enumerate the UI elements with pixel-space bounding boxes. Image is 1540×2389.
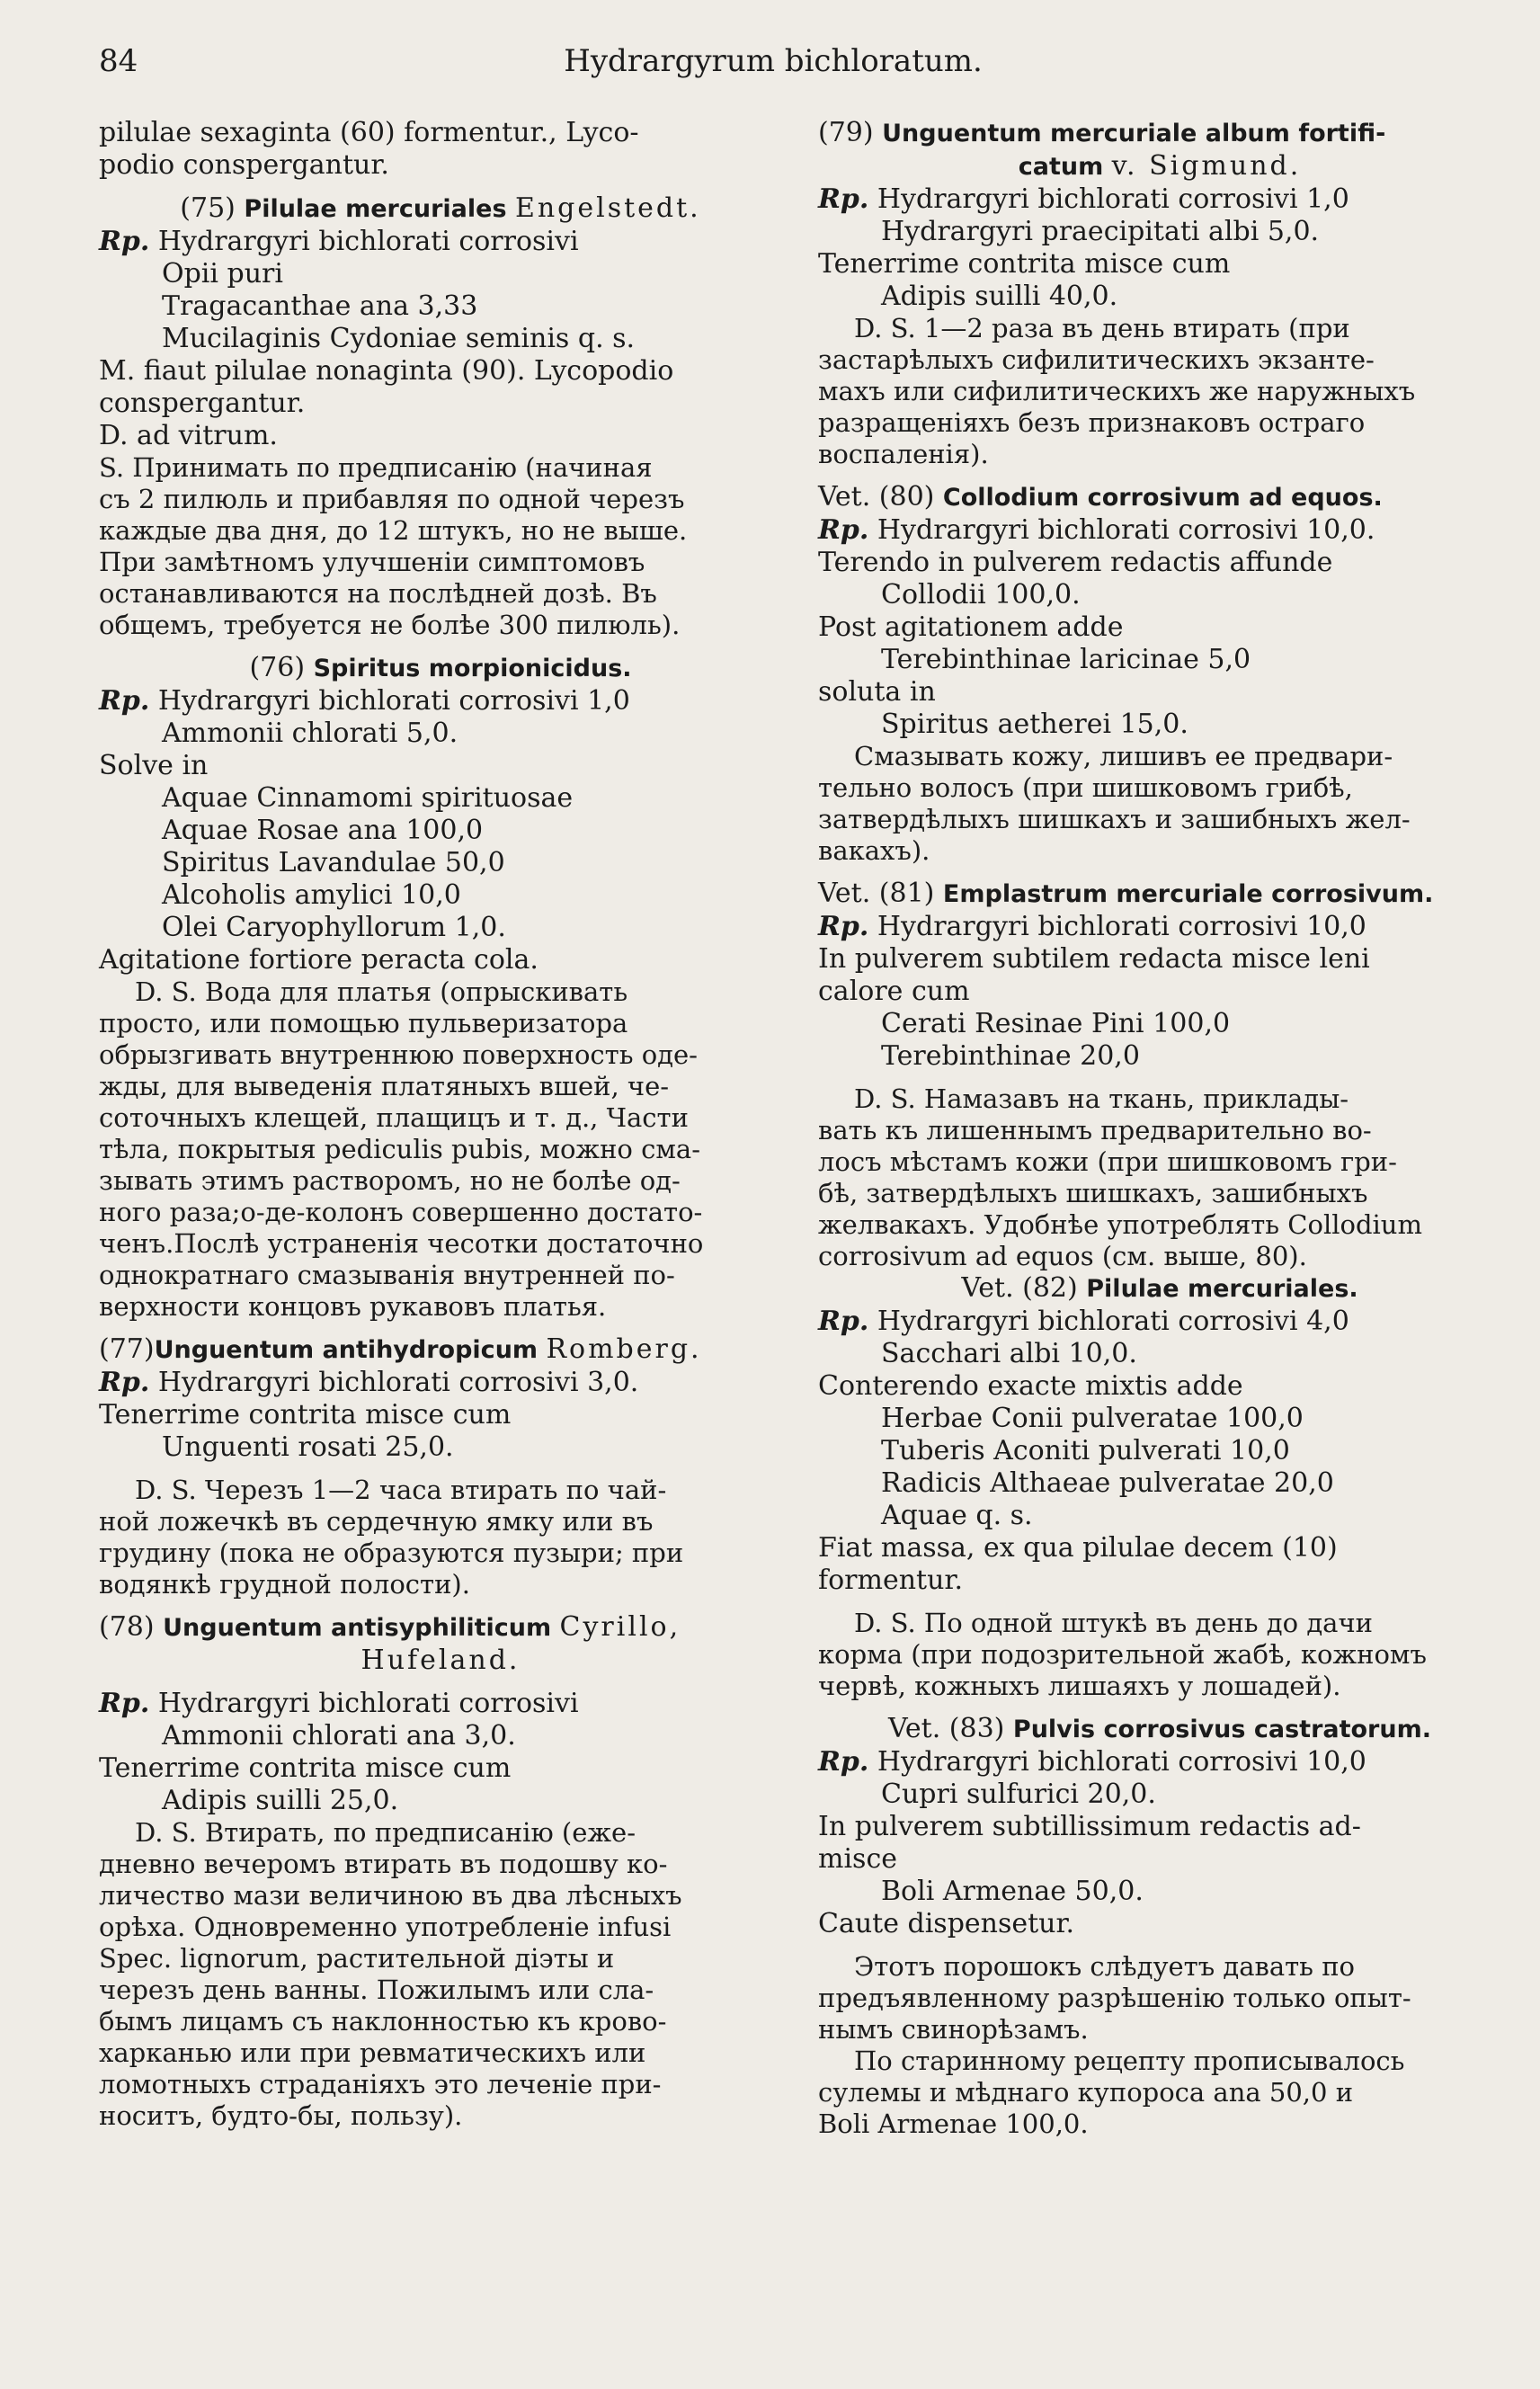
text-line — [99, 515, 782, 547]
line-text: Post agitationem adde — [818, 611, 1124, 643]
text-line — [99, 290, 782, 323]
text-line — [818, 313, 1501, 344]
line-text: желвакахъ. Удобнѣе употреблять Collodium — [818, 1209, 1422, 1240]
author-name: Engelstedt. — [514, 192, 701, 224]
line-gap — [818, 1073, 1501, 1083]
line-text: Aquae Cinnamomi spirituosae — [162, 782, 574, 814]
text-line — [818, 1908, 1501, 1940]
text-line — [818, 1403, 1501, 1435]
line-text: ного раза;о-де-колонъ совершенно достато- — [99, 1197, 703, 1227]
line-text: червѣ, кожныхъ лишаяхъ у лошадей). — [818, 1671, 1341, 1701]
text-line — [818, 1951, 1501, 1983]
running-title: Hydrargyrum bichloratum. — [564, 43, 983, 79]
text-line — [818, 2077, 1501, 2108]
line-text: D. S. Намазавъ на ткань, приклады- — [854, 1083, 1349, 1114]
rp-mark: Rp. — [99, 685, 150, 717]
text-line — [99, 547, 782, 578]
line-text: По старинному рецепту прописывалось — [854, 2046, 1405, 2076]
text-line — [818, 281, 1501, 313]
recipe-name: Unguentum antihydropicum — [154, 1336, 547, 1364]
recipe-number: Vet. (82) — [961, 1272, 1087, 1304]
recipe-number: (77) — [99, 1333, 155, 1365]
rp-mark: Rp. — [818, 911, 869, 942]
recipe-heading — [818, 150, 1501, 183]
line-text: calore cum — [818, 976, 970, 1007]
recipe-name: Pilulae mercuriales — [244, 195, 515, 223]
line-text: Aquae Rosae ana 100,0 — [162, 815, 484, 846]
recipe-name: Emplastrum mercuriale corrosivum. — [942, 880, 1434, 908]
text-line — [99, 117, 782, 149]
line-gap — [99, 1600, 782, 1611]
line-text: Hydrargyri bichlorati corrosivi — [149, 226, 579, 257]
line-text: In pulverem subtillissimum redactis ad- — [818, 1811, 1361, 1842]
text-line — [99, 1974, 782, 2006]
line-gap — [99, 1323, 782, 1333]
line-text: Смазывать кожу, лишивъ ее предвари- — [854, 741, 1393, 771]
text-line — [99, 578, 782, 610]
text-line — [818, 976, 1501, 1008]
text-line — [99, 323, 782, 355]
line-text: pilulae sexaginta (60) formentur., Lyco- — [99, 117, 639, 148]
line-text: Spiritus Lavandulae 50,0 — [162, 847, 505, 878]
text-line — [99, 1506, 782, 1538]
text-line — [99, 610, 782, 641]
text-line — [818, 2046, 1501, 2077]
recipe-name: Collodium corrosivum ad equos. — [942, 484, 1383, 512]
line-text: Hydrargyri bichlorati corrosivi 1,0 — [868, 183, 1349, 215]
line-text: Ammonii chlorati ana 3,0. — [162, 1720, 516, 1752]
text-line — [818, 1876, 1501, 1908]
text-line — [99, 718, 782, 750]
line-text: Aquae q. s. — [881, 1500, 1033, 1531]
text-line — [818, 1040, 1501, 1073]
recipe-heading — [99, 192, 782, 226]
recipe-number: (78) — [99, 1611, 164, 1643]
text-line — [818, 1532, 1501, 1564]
text-line — [99, 1291, 782, 1323]
recipe-heading — [99, 1611, 782, 1645]
text-line — [99, 1475, 782, 1506]
text-line — [99, 452, 782, 484]
text-line — [99, 258, 782, 290]
text-line — [818, 1778, 1501, 1811]
line-gap — [99, 1464, 782, 1475]
text-line — [818, 611, 1501, 644]
text-line — [818, 1083, 1501, 1115]
line-text: личество мази величиною въ два лѣсныхъ — [99, 1880, 682, 1911]
line-text: soluta in — [818, 676, 936, 708]
right-column — [818, 117, 1501, 2140]
text-line — [818, 547, 1501, 579]
recipe-name: Unguentum mercuriale album fortifi- — [882, 120, 1386, 147]
text-line — [818, 741, 1501, 772]
line-text: останавливаются на послѣдней дозѣ. Въ — [99, 578, 657, 609]
line-text: D. ad vitrum. — [99, 420, 278, 451]
line-text: D. S. Вода для платья (опрыскивать — [135, 976, 628, 1007]
line-text: каждые два дня, до 12 штукъ, но не выше. — [99, 515, 688, 546]
line-text: Solve in — [99, 750, 209, 781]
text-line — [99, 1431, 782, 1464]
line-text: Sacchari albi 10,0. — [881, 1338, 1137, 1369]
text-line — [818, 1746, 1501, 1778]
line-text: Ammonii chlorati 5,0. — [162, 718, 458, 749]
line-text: podio conspergantur. — [99, 149, 389, 181]
text-line — [818, 1671, 1501, 1702]
rp-mark: Rp. — [818, 514, 869, 546]
line-text: Agitatione fortiore peracta cola. — [99, 944, 539, 976]
line-text: разращеніяхъ безъ признаковъ остраго — [818, 407, 1366, 438]
text-line — [818, 1843, 1501, 1876]
line-text: Herbae Conii pulveratae 100,0 — [881, 1403, 1304, 1434]
line-text: M. fiaut pilulae nonaginta (90). Lycopodio — [99, 355, 674, 387]
line-text: носитъ, будто-бы, пользу). — [99, 2100, 463, 2131]
rp-mark: Rp. — [99, 1367, 150, 1398]
line-text: жды, для выведенія платяныхъ вшей, че- — [99, 1071, 670, 1101]
author-name: Cyrillo, — [559, 1611, 681, 1643]
line-text: При замѣтномъ улучшеніи симптомовъ — [99, 547, 645, 577]
line-text: общемъ, требуется не болѣе 300 пилюль). — [99, 610, 681, 640]
line-text: Radicis Althaeae pulveratae 20,0 — [881, 1467, 1334, 1499]
recipe-name: Unguentum antisyphiliticum — [163, 1614, 560, 1642]
line-text: Boli Armenae 50,0. — [881, 1876, 1144, 1907]
line-text: Spec. lignorum, растительной діэты и — [99, 1943, 615, 1974]
text-line — [99, 2100, 782, 2132]
line-text: водянкѣ грудной полости). — [99, 1569, 470, 1600]
line-text: застарѣлыхъ сифилитическихъ экзанте- — [818, 344, 1375, 375]
text-line — [99, 879, 782, 912]
text-line — [818, 1983, 1501, 2014]
line-text: Terendo in pulverem redactis affunde — [818, 547, 1333, 578]
recipe-number: (75) — [180, 192, 245, 224]
line-gap — [99, 641, 782, 652]
text-line — [99, 420, 782, 452]
rp-mark: Rp. — [818, 183, 869, 215]
line-text: черезъ день ванны. Пожилымъ или сла- — [99, 1974, 654, 2005]
text-line — [818, 1500, 1501, 1532]
line-text: Unguenti rosati 25,0. — [162, 1431, 454, 1463]
text-line — [99, 1008, 782, 1039]
line-text: махъ или сифилитическихъ же наружныхъ — [818, 376, 1416, 406]
recipe-name: catum — [1018, 153, 1112, 181]
text-line — [99, 149, 782, 182]
line-text: ченъ.Послѣ устраненія чесотки достаточно — [99, 1228, 704, 1259]
line-text: воспаленія). — [818, 439, 989, 469]
line-text: Boli Armenae 100,0. — [818, 2108, 1089, 2139]
text-line — [99, 1134, 782, 1165]
text-line — [99, 1039, 782, 1071]
text-line — [818, 183, 1501, 216]
text-line — [99, 1197, 782, 1228]
line-text: тѣла, покрытыя pediculis pubis, можно сма- — [99, 1134, 700, 1164]
line-text: Tragacanthae ana 3,33 — [162, 290, 478, 322]
rp-mark: Rp. — [99, 226, 150, 257]
line-text: Terebinthinae 20,0 — [881, 1040, 1140, 1072]
recipe-heading — [99, 652, 782, 685]
text-line — [99, 685, 782, 718]
text-line — [818, 376, 1501, 407]
rp-mark: Rp. — [99, 1688, 150, 1719]
line-text: Hydrargyri bichlorati corrosivi — [149, 1688, 579, 1719]
line-text: Hydrargyri bichlorati corrosivi 10,0. — [868, 514, 1375, 546]
line-text: D. S. 1—2 раза въ день втирать (при — [854, 313, 1350, 343]
line-text: Terebinthinae laricinae 5,0 — [881, 644, 1251, 675]
line-text: корма (при подозрительной жабѣ, кожномъ — [818, 1639, 1427, 1670]
line-text: Cerati Resinae Pini 100,0 — [881, 1008, 1231, 1039]
line-text: Cupri sulfurici 20,0. — [881, 1778, 1156, 1810]
text-line — [818, 1639, 1501, 1671]
text-line — [818, 1115, 1501, 1146]
line-text: дневно вечеромъ втирать въ подошву ко- — [99, 1849, 668, 1879]
text-line — [99, 388, 782, 420]
text-line — [99, 1785, 782, 1817]
text-line — [818, 1241, 1501, 1272]
text-line — [99, 226, 782, 258]
line-text: зывать этимъ растворомъ, но не болѣе од- — [99, 1165, 681, 1196]
text-line — [818, 1008, 1501, 1040]
text-line — [99, 976, 782, 1008]
text-line — [818, 835, 1501, 867]
text-line — [818, 709, 1501, 741]
line-text: Tuberis Aconiti pulverati 10,0 — [881, 1435, 1290, 1466]
text-line — [818, 1370, 1501, 1403]
recipe-heading — [818, 117, 1501, 150]
line-text: D. S. Втирать, по предписанію (еже- — [135, 1817, 636, 1848]
line-text: Hydrargyri bichlorati corrosivi 3,0. — [149, 1367, 639, 1398]
line-text: сулемы и мѣднаго купороса ana 50,0 и — [818, 2077, 1354, 2108]
line-text: Tenerrime contrita misce cum — [99, 1752, 512, 1784]
line-text: Caute dispensetur. — [818, 1908, 1075, 1939]
text-line — [99, 1943, 782, 1974]
line-gap — [818, 470, 1501, 481]
line-text: Adipis suilli 25,0. — [162, 1785, 399, 1816]
rp-mark: Rp. — [818, 1746, 869, 1778]
line-gap — [99, 1677, 782, 1688]
text-line — [99, 2006, 782, 2037]
line-gap — [818, 1940, 1501, 1951]
line-text: D. S. Черезъ 1—2 часа втирать по чай- — [135, 1475, 667, 1505]
recipe-name: Pulvis corrosivus castratorum. — [1012, 1716, 1431, 1743]
text-line — [99, 750, 782, 782]
recipe-number: Vet. (80) — [818, 481, 943, 513]
text-line — [818, 514, 1501, 547]
text-line — [818, 344, 1501, 376]
line-text: тельно волосъ (при шишковомъ грибѣ, — [818, 772, 1353, 803]
line-text: Hydrargyri bichlorati corrosivi 1,0 — [149, 685, 630, 717]
line-gap — [818, 1702, 1501, 1713]
line-text: In pulverem subtilem redacta misce leni — [818, 943, 1370, 975]
text-line — [818, 2014, 1501, 2046]
text-line — [818, 1435, 1501, 1467]
text-line — [99, 2037, 782, 2069]
line-text: однократнаго смазыванія внутренней по- — [99, 1260, 675, 1290]
text-line — [99, 355, 782, 388]
text-line — [818, 2108, 1501, 2140]
line-text: Tenerrime contrita misce cum — [99, 1399, 512, 1431]
line-text: ной ложечкѣ въ сердечную ямку или въ — [99, 1506, 654, 1537]
line-gap — [818, 1597, 1501, 1608]
text-line — [99, 1817, 782, 1849]
line-text: Spiritus aetherei 15,0. — [881, 709, 1188, 740]
recipe-number: Vet. (81) — [818, 878, 943, 909]
recipe-heading — [818, 1713, 1501, 1746]
line-text: Conterendo exacte mixtis adde — [818, 1370, 1243, 1402]
text-line — [99, 782, 782, 815]
text-line — [818, 676, 1501, 709]
line-text: Mucilaginis Cydoniae seminis q. s. — [162, 323, 636, 354]
left-column — [99, 117, 782, 2132]
line-text: Olei Caryophyllorum 1,0. — [162, 912, 506, 943]
line-text: corrosivum ad equos (см. выше, 80). — [818, 1241, 1307, 1271]
recipe-heading — [818, 1272, 1501, 1306]
line-text: D. S. По одной штукѣ въ день до дачи — [854, 1608, 1373, 1638]
line-text: Fiat massa, ex qua pilulae decem (10) — [818, 1532, 1338, 1564]
line-text: Hydrargyri bichlorati corrosivi 4,0 — [868, 1306, 1349, 1337]
text-line — [99, 1912, 782, 1943]
recipe-number: (76) — [249, 652, 314, 683]
recipe-heading — [818, 878, 1501, 911]
author-name: v. Sigmund. — [1111, 150, 1302, 182]
text-line — [818, 1564, 1501, 1597]
recipe-heading — [99, 1645, 782, 1677]
text-line — [99, 1880, 782, 1912]
text-line — [99, 1102, 782, 1134]
text-line — [818, 216, 1501, 248]
line-text: орѣха. Одновременно употребленіе infusi — [99, 1912, 672, 1942]
recipe-number: (79) — [818, 117, 883, 148]
text-line — [818, 1811, 1501, 1843]
text-line — [818, 248, 1501, 281]
line-gap — [99, 182, 782, 192]
line-text: formentur. — [818, 1564, 963, 1596]
line-text: Hydrargyri praecipitati albi 5,0. — [881, 216, 1320, 247]
text-line — [818, 1467, 1501, 1500]
text-line — [818, 1608, 1501, 1639]
text-line — [99, 944, 782, 976]
text-line — [99, 847, 782, 879]
line-text: вать къ лишеннымъ предварительно во- — [818, 1115, 1372, 1145]
text-line — [99, 2069, 782, 2100]
line-text: грудину (пока не образуются пузыри; при — [99, 1538, 684, 1568]
page-header — [99, 36, 1447, 90]
text-line — [99, 1165, 782, 1197]
text-line — [818, 772, 1501, 804]
line-text: бымъ лицамъ съ наклонностью къ крово- — [99, 2006, 667, 2037]
line-text: соточныхъ клещей, плащицъ и т. д., Части — [99, 1102, 689, 1133]
line-text: Adipis suilli 40,0. — [881, 281, 1118, 312]
text-line — [99, 1752, 782, 1785]
line-text: Hydrargyri bichlorati corrosivi 10,0 — [868, 911, 1366, 942]
text-line — [818, 1146, 1501, 1178]
text-line — [818, 644, 1501, 676]
text-line — [99, 1849, 782, 1880]
text-line — [818, 1306, 1501, 1338]
line-text: ломотныхъ страданіяхъ это леченіе при- — [99, 2069, 662, 2099]
recipe-heading — [99, 1333, 782, 1367]
text-line — [818, 579, 1501, 611]
recipe-name: Spiritus morpionicidus. — [313, 655, 632, 682]
line-text: бѣ, затвердѣлыхъ шишкахъ, зашибныхъ — [818, 1178, 1368, 1208]
line-text: обрызгивать внутреннюю поверхность оде- — [99, 1039, 698, 1070]
text-line — [818, 911, 1501, 943]
text-line — [99, 912, 782, 944]
author-name: Romberg. — [546, 1333, 702, 1365]
line-text: затвердѣлыхъ шишкахъ и зашибныхъ жел- — [818, 804, 1411, 834]
text-line — [99, 1228, 782, 1260]
line-text: Opii puri — [162, 258, 283, 290]
line-text: просто, или помощью пульверизатора — [99, 1008, 628, 1039]
recipe-heading — [818, 481, 1501, 514]
text-line — [99, 1260, 782, 1291]
text-line — [99, 815, 782, 847]
author-name: Hufeland. — [361, 1645, 521, 1676]
line-text: S. Принимать по предписанію (начиная — [99, 452, 653, 483]
line-text: верхности концовъ рукавовъ платья. — [99, 1291, 607, 1322]
text-line — [818, 1178, 1501, 1209]
line-text: Hydrargyri bichlorati corrosivi 10,0 — [868, 1746, 1366, 1778]
text-line — [818, 943, 1501, 976]
line-text: Alcoholis amylici 10,0 — [162, 879, 461, 911]
line-text: вакахъ). — [818, 835, 930, 866]
line-text: харканью или при ревматическихъ или — [99, 2037, 646, 2068]
text-line — [818, 1209, 1501, 1241]
text-line — [99, 1071, 782, 1102]
line-text: Этотъ порошокъ слѣдуетъ давать по — [854, 1951, 1355, 1982]
text-line — [99, 484, 782, 515]
text-line — [99, 1399, 782, 1431]
text-line — [99, 1367, 782, 1399]
text-line — [99, 1688, 782, 1720]
text-line — [818, 407, 1501, 439]
text-line — [99, 1538, 782, 1569]
text-line — [99, 1720, 782, 1752]
text-line — [818, 439, 1501, 470]
page-number: 84 — [99, 43, 138, 79]
text-line — [818, 1338, 1501, 1370]
line-text: Tenerrime contrita misce cum — [818, 248, 1231, 280]
text-line — [99, 1569, 782, 1600]
line-text: лосъ мѣстамъ кожи (при шишковомъ гри- — [818, 1146, 1397, 1177]
line-text: misce — [818, 1843, 897, 1875]
rp-mark: Rp. — [818, 1306, 869, 1337]
line-text: нымъ свинорѣзамъ. — [818, 2014, 1089, 2045]
recipe-name: Pilulae mercuriales. — [1086, 1275, 1358, 1303]
line-text: съ 2 пилюль и прибавляя по одной черезъ — [99, 484, 685, 514]
line-text: предъявленному разрѣшенію только опыт- — [818, 1983, 1411, 2013]
line-gap — [818, 867, 1501, 878]
recipe-number: Vet. (83) — [888, 1713, 1013, 1744]
text-line — [818, 804, 1501, 835]
line-text: conspergantur. — [99, 388, 306, 419]
line-text: Collodii 100,0. — [881, 579, 1081, 611]
